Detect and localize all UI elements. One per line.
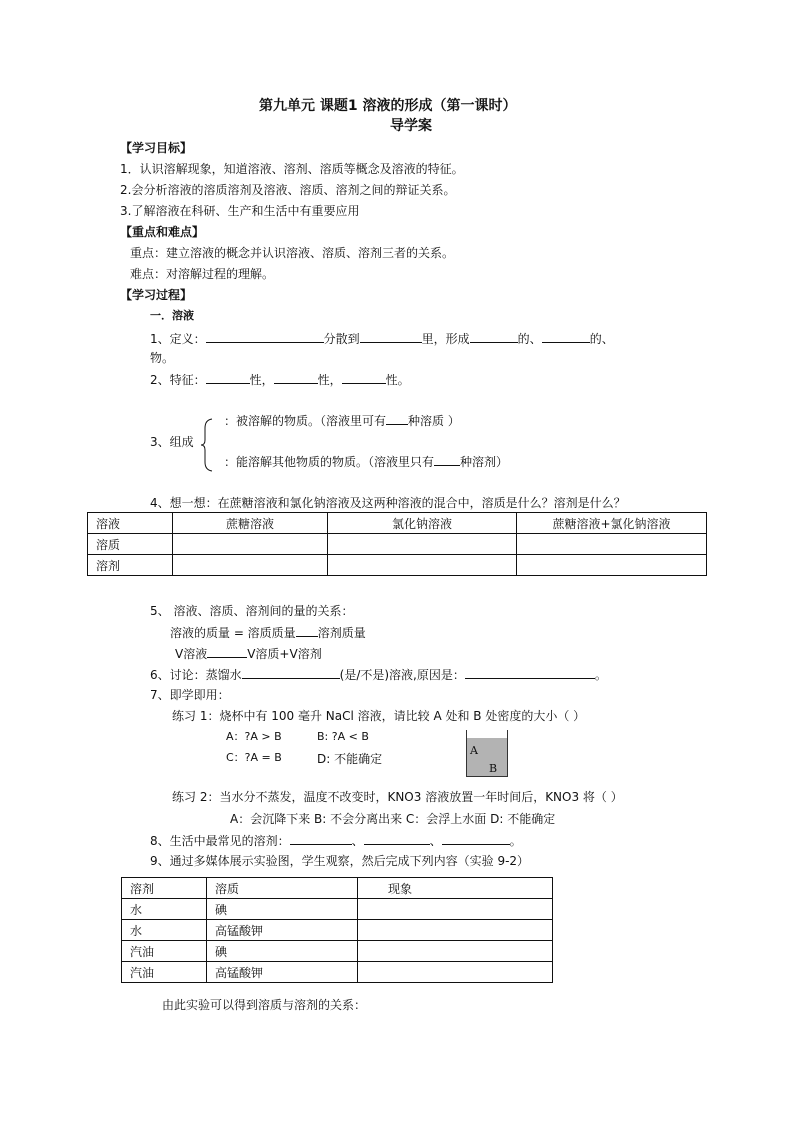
definition-tail: 物。 [150,351,175,365]
brace-icon [200,418,214,472]
table-cell: 碘 [207,899,358,920]
goals-heading: 【学习目标】 [120,141,193,155]
beaker-label-b: B [489,762,498,775]
table-row [122,899,553,920]
part1-heading: 一．溶液 [150,309,194,322]
relation-volume: V溶液 V溶质+V溶剂 [175,647,322,661]
blank[interactable] [465,666,595,679]
table-cell: 汽油 [122,941,207,962]
exercise-2: 练习 2：当水分不蒸发，温度不改变时，KNO3 溶液放置一年时间后，KNO3 将（ ） [172,790,623,804]
goal-1: 1．认识溶解现象，知道溶液、溶剂、溶质等概念及溶液的特征。 [120,162,464,176]
difficulty-point: 难点：对溶解过程的理解。 [130,267,275,281]
table-cell[interactable] [173,534,328,555]
table-cell[interactable] [517,534,707,555]
table-header-cell: 现象 [358,878,553,899]
table-cell[interactable] [517,555,707,576]
table-row [88,555,707,576]
blank[interactable] [442,832,510,845]
solution-table [87,512,707,576]
blank[interactable] [206,330,324,343]
page-title: 第九单元 课题1 溶液的形成（第一课时） [259,98,517,114]
exercise-1-option-a: A：?A > B [226,730,282,743]
table-row [122,920,553,941]
exercise-1-option-b: B: ?A < B [317,730,369,743]
definition-line: 1、定义： 分散到 里，形成 的、 的、 [150,332,614,346]
beaker-diagram [466,730,508,777]
table-row [88,513,707,534]
table-cell[interactable] [173,555,328,576]
table-cell: 溶质 [88,534,173,555]
blank[interactable] [206,371,250,384]
beaker-label-a: A [470,744,478,757]
table-cell[interactable] [358,920,553,941]
key-heading: 【重点和难点】 [120,225,205,239]
experiment-table [121,877,553,983]
features-line: 2、特征： 性， 性， 性。 [150,373,410,387]
goal-3: 3.了解溶液在科研、生产和生活中有重要应用 [120,204,360,218]
common-solvents-line: 8、生活中最常见的溶剂： 、 、 。 [150,834,522,848]
exercise-1-option-d: D: 不能确定 [317,752,383,766]
blank[interactable] [470,330,518,343]
blank[interactable] [434,453,460,466]
table-cell[interactable] [358,962,553,983]
table-header-cell: 氯化钠溶液 [328,513,517,534]
blank[interactable] [274,371,318,384]
table-row [122,962,553,983]
blank[interactable] [364,832,430,845]
blank[interactable] [242,666,340,679]
table-header-cell: 溶质 [207,878,358,899]
exercise-2-options: A：会沉降下来 B: 不会分离出来 C：会浮上水面 D: 不能确定 [230,812,556,826]
table-cell: 溶剂 [88,555,173,576]
table-cell: 汽油 [122,962,207,983]
table-header-cell: 溶液 [88,513,173,534]
exercise-1: 练习 1：烧杯中有 100 毫升 NaCl 溶液，请比较 A 处和 B 处密度的大小（ ） [172,709,586,723]
blank[interactable] [542,330,590,343]
blank[interactable] [296,624,318,637]
conclusion-prompt: 由此实验可以得到溶质与溶剂的关系： [162,998,367,1012]
table-header-cell: 溶剂 [122,878,207,899]
composition-label: 3、组成 [150,435,194,449]
table-cell: 水 [122,920,207,941]
key-point: 重点：建立溶液的概念并认识溶液、溶质、溶剂三者的关系。 [130,246,455,260]
table-header-cell: 蔗糖溶液+氯化钠溶液 [517,513,707,534]
relation-heading: 5、 溶液、溶质、溶剂间的量的关系： [150,604,354,618]
exercise-1-option-c: C：?A = B [226,751,282,764]
table-cell[interactable] [328,534,517,555]
blank[interactable] [290,832,352,845]
table-row [88,534,707,555]
table-cell: 水 [122,899,207,920]
discussion-line: 6、讨论：蒸馏水 (是/不是)溶液,原因是： 。 [150,668,607,682]
table-cell[interactable] [358,899,553,920]
experiment-instruction: 9、通过多媒体展示实验图，学生观察，然后完成下列内容（实验 9-2） [150,854,530,868]
table-cell: 碘 [207,941,358,962]
composition-solute: ：被溶解的物质。（溶液里可有 种溶质 ） [224,414,460,428]
page-subtitle: 导学案 [390,118,432,134]
table-cell[interactable] [358,941,553,962]
blank[interactable] [342,371,386,384]
table-row [122,878,553,899]
blank[interactable] [207,645,247,658]
composition-solvent: ：能溶解其他物质的物质。（溶液里只有 种溶剂） [224,455,509,469]
goal-2: 2.会分析溶液的溶质溶剂及溶液、溶质、溶剂之间的辩证关系。 [120,183,456,197]
table-cell: 高锰酸钾 [207,920,358,941]
relation-mass: 溶液的质量 = 溶质质量 溶剂质量 [170,626,366,640]
think-question: 4、想一想：在蔗糖溶液和氯化钠溶液及这两种溶液的混合中，溶质是什么？溶剂是什么？ [150,496,626,510]
process-heading: 【学习过程】 [120,288,193,302]
table-row [122,941,553,962]
table-cell: 高锰酸钾 [207,962,358,983]
table-cell[interactable] [328,555,517,576]
table-header-cell: 蔗糖溶液 [173,513,328,534]
blank[interactable] [386,412,408,425]
blank[interactable] [360,330,422,343]
apply-heading: 7、即学即用： [150,688,230,702]
